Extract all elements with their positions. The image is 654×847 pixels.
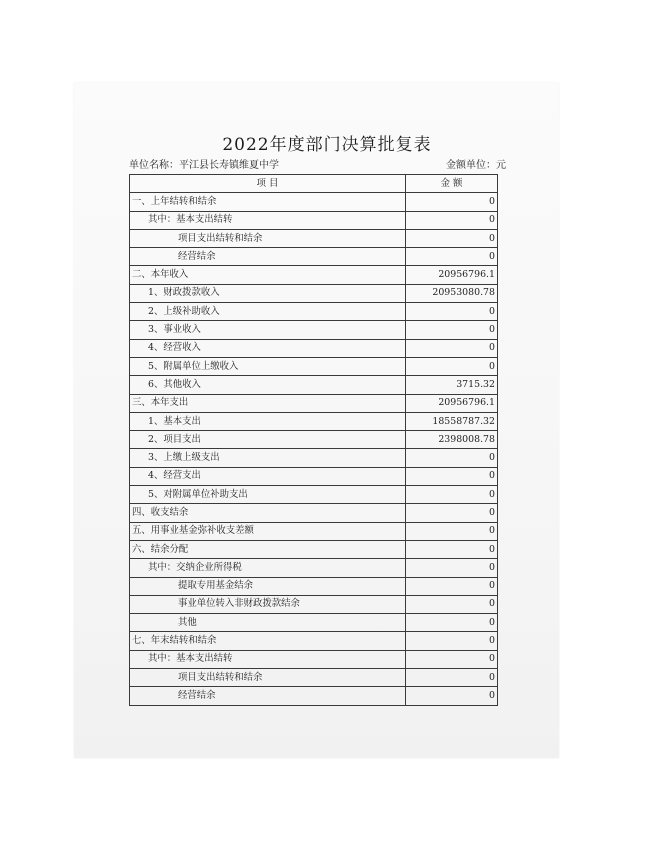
row-amount: 0 <box>406 486 498 504</box>
row-label: 1、财政拨款收入 <box>130 284 406 302</box>
row-label: 经营结余 <box>130 687 406 705</box>
table-row <box>130 449 498 467</box>
table-row <box>130 339 498 357</box>
table-row <box>130 211 498 229</box>
row-amount: 0 <box>406 522 498 540</box>
row-label: 提取专用基金结余 <box>130 577 406 595</box>
page-title: 2022年度部门决算批复表 <box>222 135 432 155</box>
table-row <box>130 467 498 485</box>
row-amount: 20956796.1 <box>406 394 498 412</box>
table-row <box>130 193 498 211</box>
row-amount: 0 <box>406 632 498 650</box>
row-label: 5、附属单位上缴收入 <box>130 357 406 375</box>
row-amount: 20956796.1 <box>406 266 498 284</box>
row-amount: 0 <box>406 504 498 522</box>
table-row <box>130 687 498 705</box>
row-amount: 0 <box>406 449 498 467</box>
table-row <box>130 303 498 321</box>
row-label: 6、其他收入 <box>130 376 406 394</box>
row-amount: 0 <box>406 248 498 266</box>
row-amount: 0 <box>406 650 498 668</box>
row-amount: 20953080.78 <box>406 284 498 302</box>
row-label: 六、结余分配 <box>130 540 406 558</box>
table-row <box>130 504 498 522</box>
row-amount: 0 <box>406 303 498 321</box>
row-amount: 0 <box>406 211 498 229</box>
row-amount: 0 <box>406 467 498 485</box>
table-row <box>130 540 498 558</box>
header-item: 项 目 <box>130 175 406 193</box>
row-label: 一、上年结转和结余 <box>130 193 406 211</box>
row-label: 其中：基本支出结转 <box>130 211 406 229</box>
table-row <box>130 229 498 247</box>
row-amount: 0 <box>406 540 498 558</box>
row-label: 其中：基本支出结转 <box>130 650 406 668</box>
row-label: 项目支出结转和结余 <box>130 229 406 247</box>
row-amount: 18558787.32 <box>406 412 498 430</box>
table-body <box>130 193 498 705</box>
row-label: 七、年末结转和结余 <box>130 632 406 650</box>
row-label: 4、经营支出 <box>130 467 406 485</box>
table-row <box>130 376 498 394</box>
table-row <box>130 650 498 668</box>
row-amount: 0 <box>406 595 498 613</box>
row-amount: 0 <box>406 559 498 577</box>
row-amount: 0 <box>406 687 498 705</box>
table-row <box>130 632 498 650</box>
row-amount: 0 <box>406 669 498 687</box>
table-row <box>130 577 498 595</box>
table-row <box>130 522 498 540</box>
row-amount: 3715.32 <box>406 376 498 394</box>
row-label: 3、上缴上级支出 <box>130 449 406 467</box>
table-row <box>130 614 498 632</box>
row-label: 2、上级补助收入 <box>130 303 406 321</box>
row-label: 三、本年支出 <box>130 394 406 412</box>
row-amount: 0 <box>406 614 498 632</box>
table-header-row <box>130 175 498 193</box>
table-row <box>130 248 498 266</box>
header-amount: 金 额 <box>406 175 498 193</box>
row-amount: 0 <box>406 577 498 595</box>
unit-name: 单位名称：平江县长寿镇维夏中学 <box>129 160 279 171</box>
amount-unit: 金额单位：元 <box>446 160 506 171</box>
row-label: 其他 <box>130 614 406 632</box>
row-amount: 0 <box>406 339 498 357</box>
table-row <box>130 321 498 339</box>
table-row <box>130 412 498 430</box>
row-label: 2、项目支出 <box>130 431 406 449</box>
table-row <box>130 431 498 449</box>
table-row <box>130 486 498 504</box>
row-label: 1、基本支出 <box>130 412 406 430</box>
table-row <box>130 394 498 412</box>
row-amount: 2398008.78 <box>406 431 498 449</box>
row-label: 项目支出结转和结余 <box>130 669 406 687</box>
table-row <box>130 669 498 687</box>
row-label: 4、经营收入 <box>130 339 406 357</box>
table-row <box>130 595 498 613</box>
row-label: 3、事业收入 <box>130 321 406 339</box>
table-row <box>130 559 498 577</box>
row-amount: 0 <box>406 193 498 211</box>
row-label: 二、本年收入 <box>130 266 406 284</box>
row-amount: 0 <box>406 357 498 375</box>
table-row <box>130 266 498 284</box>
table-row <box>130 284 498 302</box>
row-label: 其中：交纳企业所得税 <box>130 559 406 577</box>
row-label: 经营结余 <box>130 248 406 266</box>
row-label: 五、用事业基金弥补收支差额 <box>130 522 406 540</box>
budget-table <box>129 174 498 706</box>
row-label: 5、对附属单位补助支出 <box>130 486 406 504</box>
row-label: 四、收支结余 <box>130 504 406 522</box>
row-amount: 0 <box>406 321 498 339</box>
row-label: 事业单位转入非财政拨款结余 <box>130 595 406 613</box>
table-row <box>130 357 498 375</box>
row-amount: 0 <box>406 229 498 247</box>
